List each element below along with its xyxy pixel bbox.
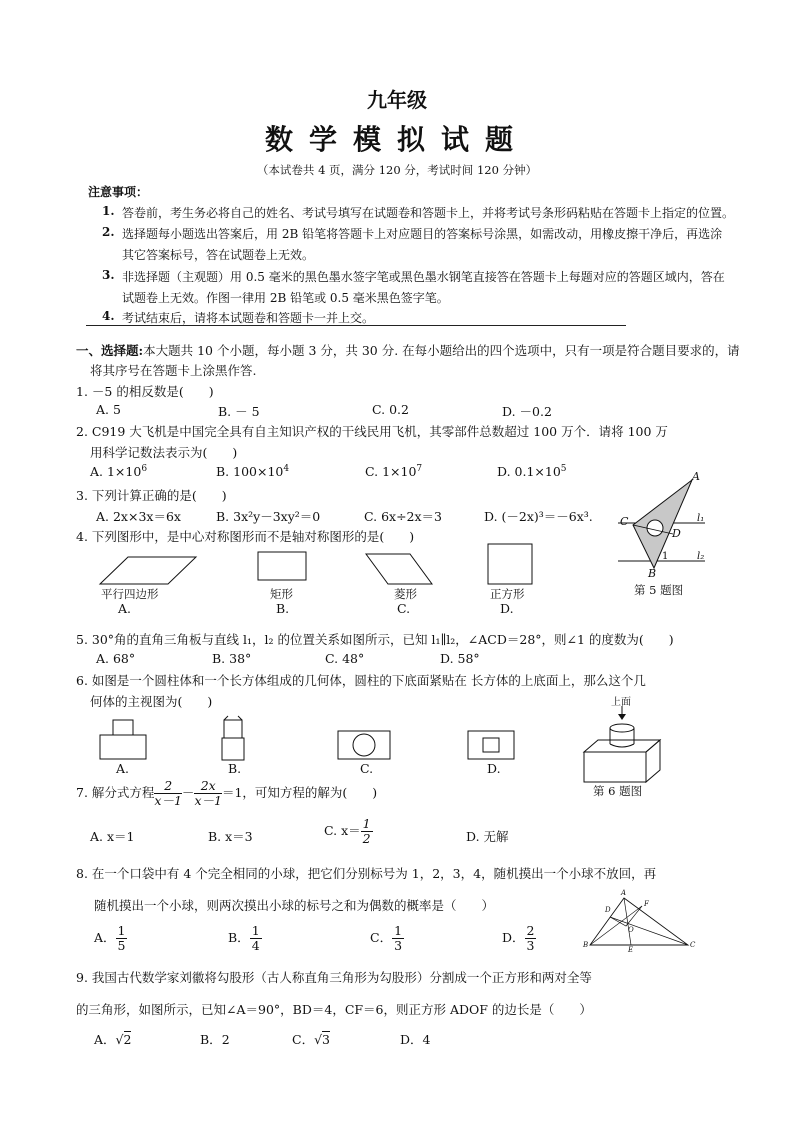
q9-option-d[interactable]: D．4 [400, 1032, 431, 1047]
notice-item-2-text-1: 选择题每小题选出答案后，用 2B 铅笔将答题卡上对应题目的答案标号涂黑，如需改动，用橡皮擦干净后，再选涂 [122, 227, 723, 241]
notice-item-4-num: 4. [102, 309, 115, 323]
q5-caption: 第 5 题图 [634, 583, 684, 597]
view-a-shape [113, 720, 133, 735]
q5-point-a: A [692, 470, 700, 483]
notice-item-2-num: 2. [102, 225, 115, 239]
notice-item-1-num: 1. [102, 204, 115, 218]
q9-option-a[interactable]: A．√2 [94, 1032, 132, 1047]
q1-stem: 1. －5 的相反数是( ) [76, 384, 214, 399]
q8-stem-1: 8. 在一个口袋中有 4 个完全相同的小球，把它们分别标号为 1，2，3，4，随机摸出一个小球不放回，再 [76, 866, 657, 881]
rectangle-shape [258, 552, 306, 580]
q7-option-b[interactable]: B. x＝3 [208, 829, 253, 844]
q5-point-d: D [672, 527, 681, 540]
q7-option-c[interactable]: C. x＝ $\frac{1}{2}$ [324, 816, 371, 846]
notice-item-3-num: 3. [102, 268, 115, 282]
q8-option-a[interactable]: A． $\frac{1}{5}$ [94, 923, 126, 953]
q9-stem-2: 的三角形，如图所示，已知∠A＝90°，BD＝4，CF＝6，则正方形 ADOF 的边长是（ ） [76, 1002, 592, 1017]
q2-option-d[interactable]: D. $0.1\times 10^5$ [497, 464, 567, 480]
notice-heading: 注意事项： [88, 185, 149, 199]
parallelogram-shape [100, 557, 196, 584]
q6-top-label: 上面 [611, 697, 631, 708]
q5-option-b[interactable]: B. 38° [212, 651, 252, 666]
view-b-shape [224, 720, 242, 738]
q4-option-a[interactable]: A. [118, 601, 132, 616]
q6-caption: 第 6 题图 [593, 784, 643, 798]
q9-triangle-figure [586, 893, 696, 953]
q5-option-c[interactable]: C. 48° [325, 651, 365, 666]
q6-views [0, 715, 580, 765]
q1-option-d[interactable]: D. －0.2 [502, 404, 552, 419]
q8-option-c[interactable]: C． $\frac{1}{3}$ [370, 923, 403, 953]
q5-point-c: C [620, 515, 629, 528]
q8-stem-2: 随机摸出一个小球，则两次摸出小球的标号之和为偶数的概率是（ ） [94, 898, 495, 913]
q3-option-b[interactable]: B. 3x²y－3xy²＝0 [216, 509, 321, 524]
q4-option-b[interactable]: B. [276, 601, 290, 616]
exam-subtitle: （本试卷共 4 页，满分 120 分，考试时间 120 分钟） [256, 163, 538, 177]
q9-point-o: O [628, 926, 634, 934]
q5-option-d[interactable]: D. 58° [440, 651, 480, 666]
q6-option-d[interactable]: D. [487, 761, 501, 776]
q1-option-c[interactable]: C. 0.2 [372, 402, 409, 417]
q5-angle-1: 1 [662, 551, 669, 562]
q7-stem: 7. 解分式方程 $\frac{2}{x-1}$ － $\frac{2x}{x-1}$ ＝1，可知方程的解为( ) [76, 778, 378, 808]
q9-point-c: C [690, 941, 696, 949]
q9-point-a: A [621, 889, 627, 897]
exam-title: 数学模拟试题 [264, 123, 529, 156]
q9-option-c[interactable]: C．√3 [292, 1032, 330, 1047]
q9-stem-1: 9. 我国古代数学家刘徽将勾股形（古人称直角三角形为勾股形）分割成一个正方形和两对全等 [76, 970, 592, 985]
q8-option-d[interactable]: D． $\frac{2}{3}$ [502, 923, 535, 953]
q9-point-b: B [583, 941, 589, 949]
notice-item-1-text: 答卷前，考生务必将自己的姓名、考试号填写在试题卷和答题卡上，并将考试号条形码粘贴在答题卡上指定的位置。 [122, 206, 735, 220]
notice-divider [86, 325, 626, 326]
q9-point-f: F [644, 900, 649, 908]
notice-item-4-text: 考试结束后，请将本试题卷和答题卡一并上交。 [122, 311, 375, 325]
q7-option-a[interactable]: A. x＝1 [90, 829, 135, 844]
section-intro-2: 将其序号在答题卡上涂黑作答. [90, 363, 257, 378]
q3-option-c[interactable]: C. 6x÷2x＝3 [364, 509, 442, 524]
square-shape [488, 544, 532, 584]
q6-option-c[interactable]: C. [360, 761, 374, 776]
q4-label-a: 平行四边形 [101, 587, 159, 601]
q6-option-a[interactable]: A. [116, 761, 130, 776]
q9-point-d: D [605, 906, 611, 914]
q3-option-a[interactable]: A. 2x×3x＝6x [96, 509, 181, 524]
q4-label-c: 菱形 [394, 587, 417, 601]
q5-option-a[interactable]: A. 68° [96, 651, 136, 666]
q5-line-l2: l₂ [697, 551, 705, 562]
section-intro-1: 本大题共 10 个小题，每小题 3 分，共 30 分. 在每小题给出的四个选项中，只有一项是符合题目要求的，请 [143, 343, 740, 358]
q2-stem-2: 用科学记数法表示为( ) [90, 445, 238, 460]
q2-stem-1: 2. C919 大飞机是中国完全具有自主知识产权的干线民用飞机，其零部件总数超过 100 万个．请将 100 万 [76, 424, 668, 439]
q6-stem-2: 何体的主视图为( ) [90, 694, 213, 709]
q1-option-a[interactable]: A. 5 [96, 402, 121, 417]
q1-option-b[interactable]: B. － 5 [218, 404, 260, 419]
rhombus-shape [366, 554, 432, 584]
q2-option-b[interactable]: B. $100\times 10^4$ [216, 464, 290, 480]
view-d-shape [468, 731, 514, 759]
q8-option-b[interactable]: B． $\frac{1}{4}$ [228, 923, 260, 953]
q9-point-e: E [628, 946, 634, 954]
q4-stem: 4. 下列图形中，是中心对称图形而不是轴对称图形的是( ) [76, 529, 415, 544]
q2-option-c[interactable]: C. $1\times 10^7$ [365, 464, 423, 480]
q3-option-d[interactable]: D. (－2x)³＝－6x³. [484, 509, 593, 524]
q9-option-b[interactable]: B．2 [200, 1032, 230, 1047]
q4-label-b: 矩形 [270, 587, 293, 601]
q4-option-d[interactable]: D. [500, 601, 514, 616]
q7-option-d[interactable]: D. 无解 [466, 829, 509, 844]
q5-point-b: B [648, 567, 657, 580]
exam-grade: 九年级 [367, 88, 427, 112]
q3-stem: 3. 下列计算正确的是( ) [76, 488, 227, 503]
notice-item-3-text-1: 非选择题（主观题）用 0.5 毫米的黑色墨水签字笔或黑色墨水钢笔直接答在答题卡上每题对应的答题区域内，答在 [122, 270, 725, 284]
q5-line-l1: l₁ [697, 513, 705, 524]
q6-solid-figure [580, 706, 670, 786]
q4-option-c[interactable]: C. [397, 601, 411, 616]
q4-label-d: 正方形 [490, 587, 525, 601]
q6-option-b[interactable]: B. [228, 761, 242, 776]
view-c-shape [338, 731, 390, 759]
notice-item-2-text-2: 其它答案标号，答在试题卷上无效。 [122, 248, 315, 262]
notice-item-3-text-2: 试题卷上无效。作图一律用 2B 铅笔或 0.5 毫米黑色签字笔。 [122, 291, 449, 305]
section-heading: 一、选择题: [76, 343, 144, 358]
q6-stem-1: 6. 如图是一个圆柱体和一个长方体组成的几何体，圆柱的下底面紧贴在 长方体的上底面上，那么这个几 [76, 673, 646, 688]
q2-option-a[interactable]: A. $1\times 10^6$ [90, 464, 148, 480]
q5-stem: 5. 30°角的直角三角板与直线 l₁，l₂ 的位置关系如图所示，已知 l₁∥l₂，∠ACD＝28°，则∠1 的度数为( ) [76, 632, 674, 647]
